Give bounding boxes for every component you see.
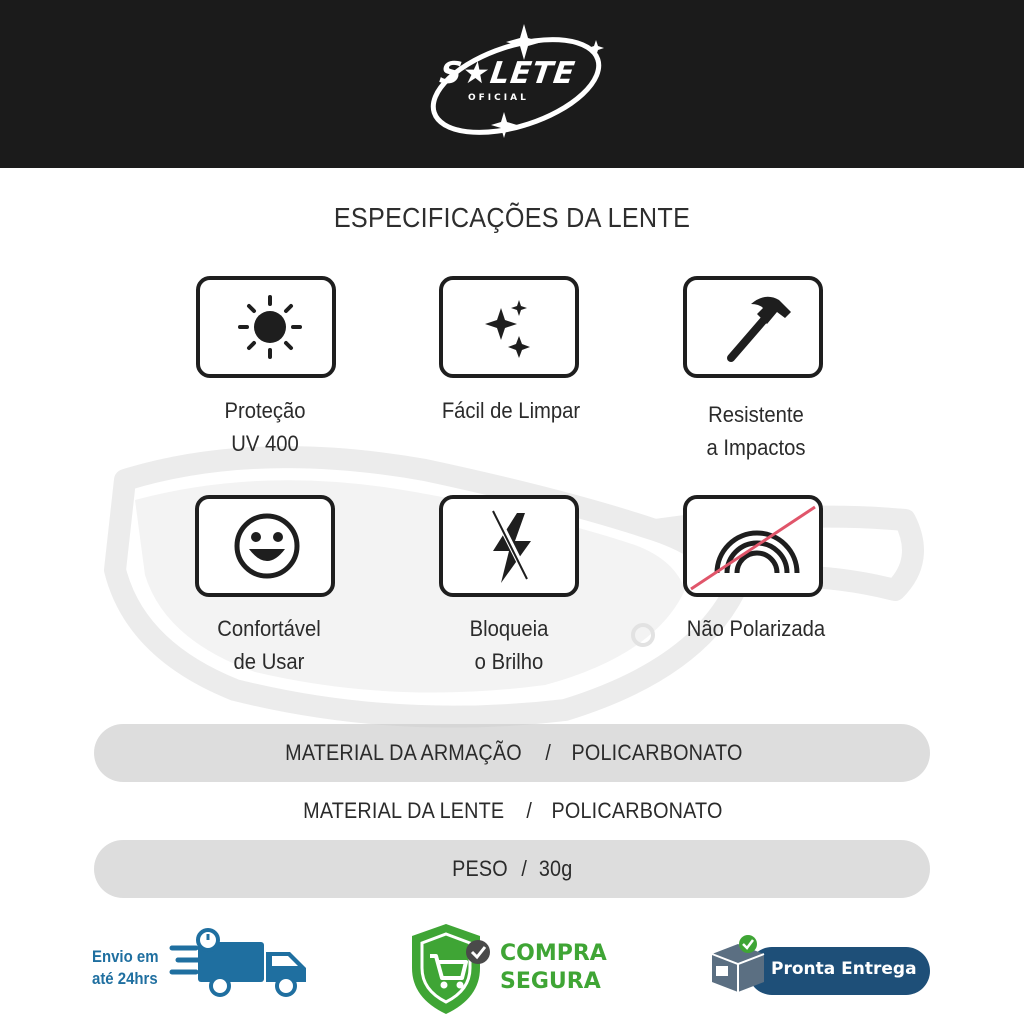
sparkles-icon [443,280,575,374]
brand-subtitle: OFICIAL [468,93,529,103]
spec-row-lens: MATERIAL DA LENTE / POLICARBONATO [303,798,723,823]
feature-label-clean: Fácil de Limpar [441,398,581,423]
spec-row-weight: PESO / 30g [94,840,930,898]
feature-card-comfort [195,495,335,597]
secure-shield-icon [408,920,492,1018]
feature-label-comfort: Confortável de Usar [217,616,321,674]
hammer-icon [687,280,819,374]
feature-label-glare: Bloqueia o Brilho [469,616,549,674]
rainbow-crossed-icon [687,499,819,593]
feature-card-nonpolarized [683,495,823,597]
secure-purchase-text: COMPRA SEGURA [500,941,607,994]
feature-label-uv: Proteção UV 400 [224,398,306,456]
spec-row-frame: MATERIAL DA ARMAÇÃO / POLICARBONATO [94,724,930,782]
feature-card-impact [683,276,823,378]
brand-wordmark: S★LETE [437,56,578,91]
feature-card-clean [439,276,579,378]
feature-card-glare [439,495,579,597]
feature-label-impact: Resistente a Impactos [706,402,806,460]
delivery-truck-icon [168,926,310,998]
ready-delivery-label: Pronta Entrega [771,959,917,979]
smiley-icon [199,499,331,593]
feature-card-uv [196,276,336,378]
package-icon [706,934,770,996]
sun-icon [200,280,332,374]
feature-label-nonpolarized: Não Polarizada [686,616,826,641]
page-title: ESPECIFICAÇÕES DA LENTE [333,202,691,233]
shipping-badge-text: Envio em até 24hrs [92,947,159,988]
glare-block-icon [443,499,575,593]
